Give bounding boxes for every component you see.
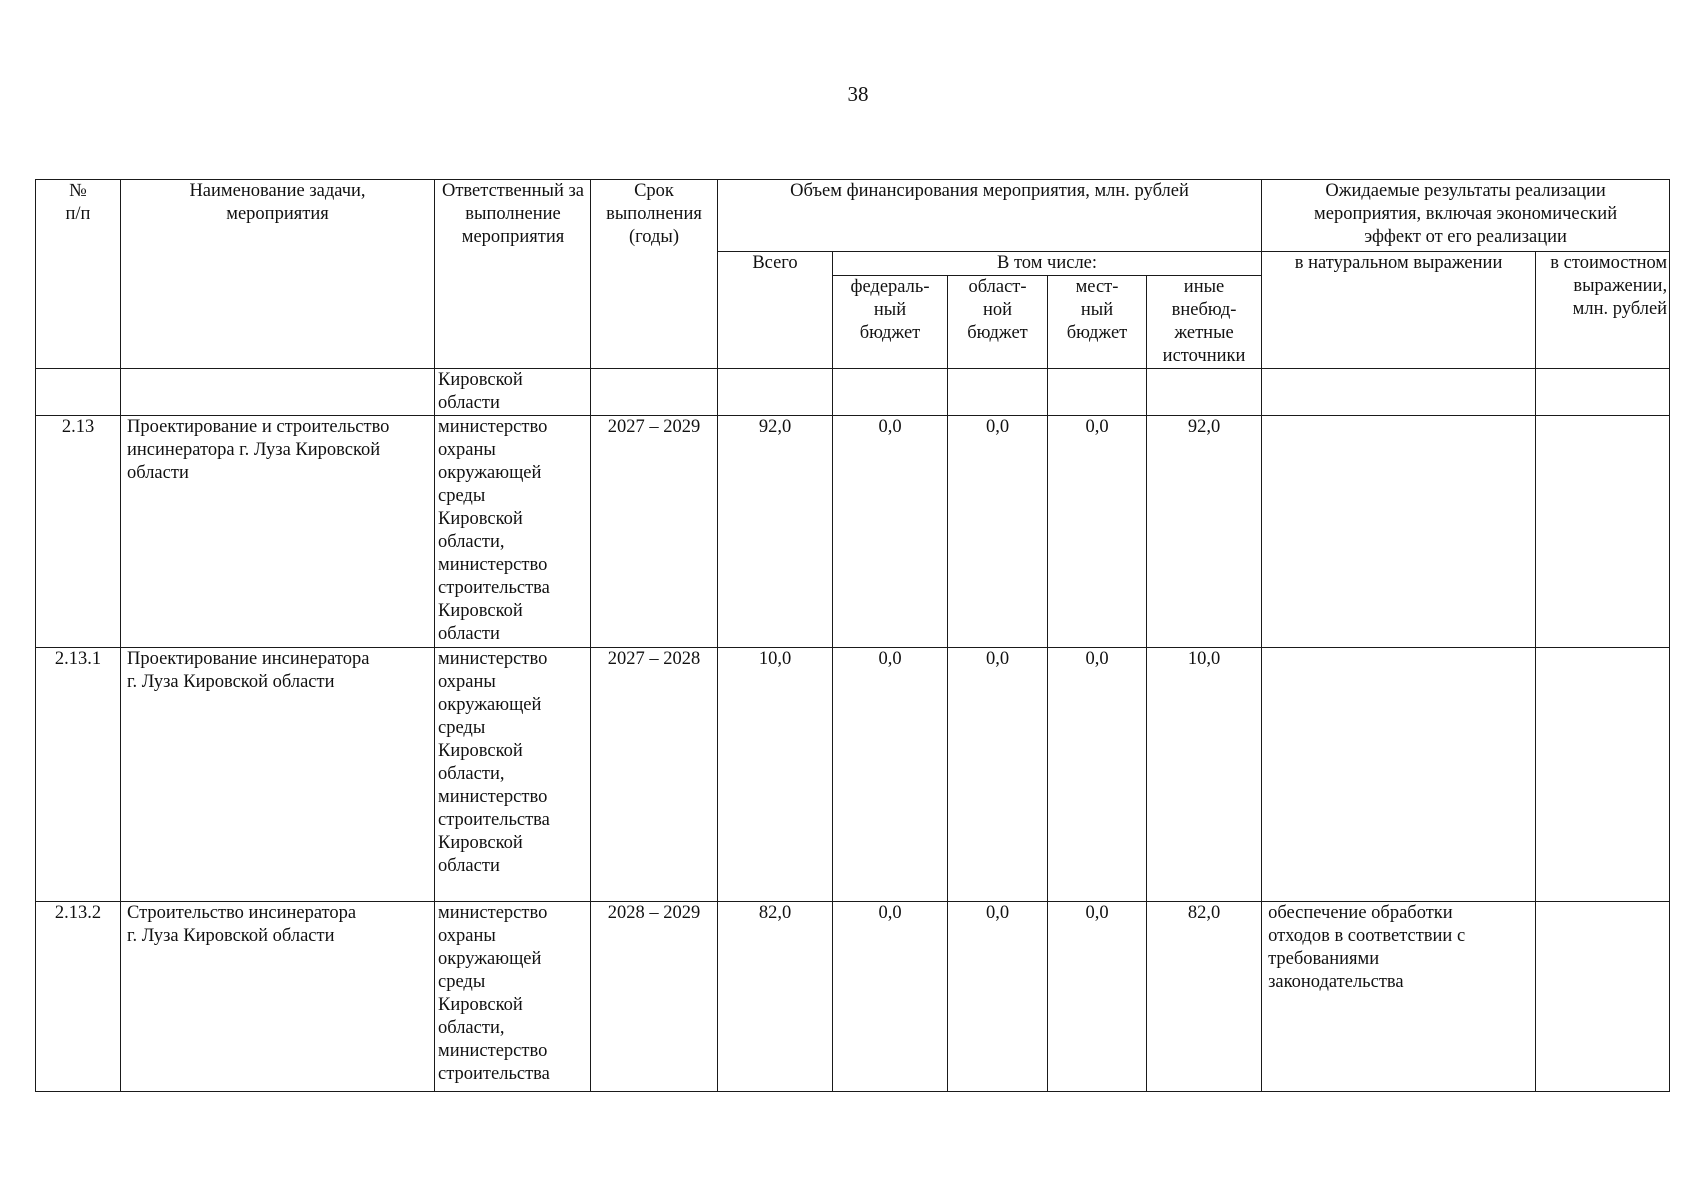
row-other [1147,369,1262,416]
row-regional [948,369,1048,416]
row-value [1536,369,1670,416]
header-results: Ожидаемые результаты реализации мероприятия, включая экономический эффект от его реализации [1262,180,1670,252]
row-responsible: Кировской области [435,369,591,416]
row-term: 2028 – 2029 [591,902,718,1092]
row-federal: 0,0 [833,416,948,648]
header-including: В том числе: [833,252,1262,276]
header-local: мест- ный бюджет [1048,276,1147,369]
row-total: 82,0 [718,902,833,1092]
header-term: Срок выполнения (годы) [591,180,718,369]
header-funding: Объем финансирования мероприятия, млн. рублей [718,180,1262,252]
row-regional: 0,0 [948,416,1048,648]
row-regional: 0,0 [948,648,1048,902]
row-federal [833,369,948,416]
row-value [1536,648,1670,902]
row-value [1536,902,1670,1092]
row-task: Проектирование инсинератора г. Луза Кировской области [121,648,435,902]
table-row [36,369,1670,416]
header-federal: федераль- ный бюджет [833,276,948,369]
row-federal: 0,0 [833,902,948,1092]
header-value: в стоимостном выражении, млн. рублей [1536,252,1670,369]
row-value [1536,416,1670,648]
row-other: 10,0 [1147,648,1262,902]
row-local: 0,0 [1048,648,1147,902]
header-natural: в натуральном выражении [1262,252,1536,369]
row-task: Проектирование и строительство инсинератора г. Луза Кировской области [121,416,435,648]
row-responsible: министерство охраны окружающей среды Кировской области, министерство строительства Кировской области [435,648,591,902]
table-row [36,648,1670,902]
header-total: Всего [718,252,833,369]
header-regional: област- ной бюджет [948,276,1048,369]
header-responsible: Ответственный за выполнение мероприятия [435,180,591,369]
row-num [36,369,121,416]
header-num: № п/п [36,180,121,369]
row-num: 2.13.1 [36,648,121,902]
row-regional: 0,0 [948,902,1048,1092]
row-natural [1262,369,1536,416]
row-local: 0,0 [1048,416,1147,648]
row-local [1048,369,1147,416]
row-term: 2027 – 2029 [591,416,718,648]
header-task: Наименование задачи, мероприятия [121,180,435,369]
table-row [36,902,1670,1092]
row-total: 92,0 [718,416,833,648]
table-row [36,416,1670,648]
row-natural [1262,648,1536,902]
row-num: 2.13 [36,416,121,648]
header-other: иные внебюд- жетные источники [1147,276,1262,369]
row-term: 2027 – 2028 [591,648,718,902]
row-task: Строительство инсинератора г. Луза Кировской области [121,902,435,1092]
row-other: 82,0 [1147,902,1262,1092]
row-total [718,369,833,416]
row-natural: обеспечение обработки отходов в соответствии с требованиями законодательства [1262,902,1536,1092]
row-responsible: министерство охраны окружающей среды Кировской области, министерство строительства Кировской области [435,416,591,648]
row-task [121,369,435,416]
row-total: 10,0 [718,648,833,902]
row-local: 0,0 [1048,902,1147,1092]
page-number: 38 [847,82,869,106]
header-row-1 [36,180,1670,252]
row-federal: 0,0 [833,648,948,902]
row-responsible: министерство охраны окружающей среды Кировской области, министерство строительства [435,902,591,1092]
row-num: 2.13.2 [36,902,121,1092]
funding-table [35,179,1670,1092]
row-natural [1262,416,1536,648]
row-term [591,369,718,416]
row-other: 92,0 [1147,416,1262,648]
